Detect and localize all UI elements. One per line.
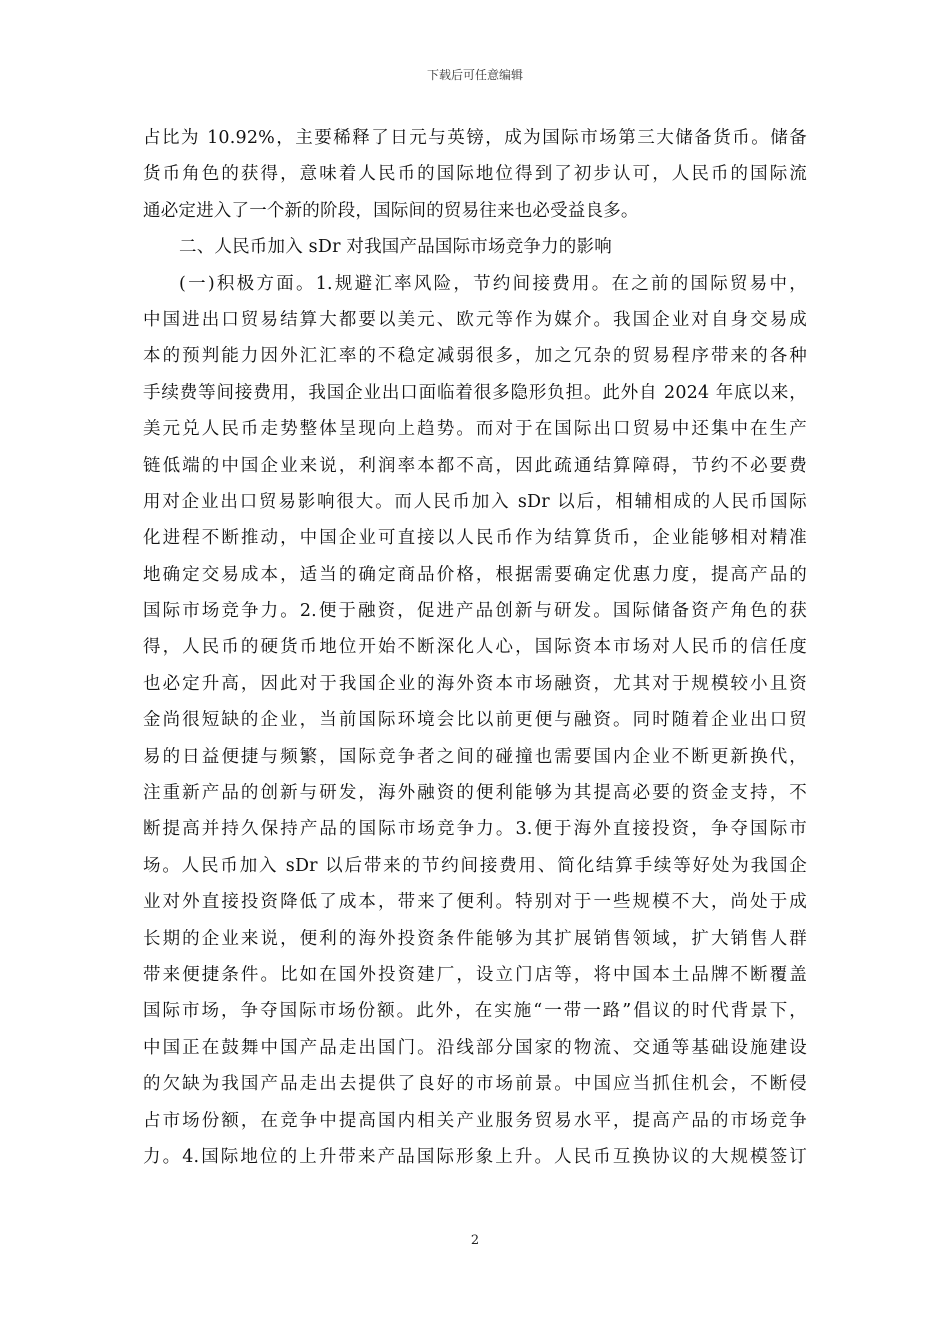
text-line: 货币角色的获得，意味着人民币的国际地位得到了初步认可，人民币的国际流 [143,164,807,185]
text-line: 本的预判能力因外汇汇率的不稳定减弱很多，加之冗杂的贸易程序带来的各种 [143,346,807,367]
text-line: 注重新产品的创新与研发，海外融资的便利能够为其提高必要的资金支持，不 [143,783,807,804]
text-line: 长期的企业来说，便利的海外投资条件能够为其扩展销售领域，扩大销售人群 [143,928,807,949]
text-line: 化进程不断推动，中国企业可直接以人民币作为结算货币，企业能够相对精准 [143,528,807,549]
text-line: 带来便捷条件。比如在国外投资建厂，设立门店等，将中国本土品牌不断覆盖 [143,964,807,985]
text-line: 力。4.国际地位的上升带来产品国际形象上升。人民币互换协议的大规模签订 [143,1146,807,1167]
text-line: 业对外直接投资降低了成本，带来了便利。特别对于一些规模不大，尚处于成 [143,892,807,913]
page-header: 下载后可任意编辑 [426,68,523,82]
text-line: 占市场份额，在竞争中提高国内相关产业服务贸易水平，提高产品的市场竞争 [143,1110,807,1131]
text-line: 占比为 10.92%，主要稀释了日元与英镑，成为国际市场第三大储备货币。储备 [143,128,807,148]
text-line: 金尚很短缺的企业，当前国际环境会比以前更便与融资。同时随着企业出口贸 [143,710,807,731]
section-heading: 二、人民币加入 sDr 对我国产品国际市场竞争力的影响 [179,237,612,258]
text-line: 得，人民币的硬货币地位开始不断深化人心，国际资本市场对人民币的信任度 [143,637,807,658]
document-body [143,120,807,1175]
text-line: 国际市场竞争力。2.便于融资，促进产品创新与研发。国际储备资产角色的获 [143,601,807,622]
text-line: 用对企业出口贸易影响很大。而人民币加入 sDr 以后，相辅相成的人民币国际 [143,491,807,512]
text-line: (一)积极方面。1.规避汇率风险，节约间接费用。在之前的国际贸易中， [179,273,807,294]
text-line: 场。人民币加入 sDr 以后带来的节约间接费用、简化结算手续等好处为我国企 [143,855,807,876]
text-line: 易的日益便捷与频繁，国际竞争者之间的碰撞也需要国内企业不断更新换代， [143,746,807,767]
text-line: 手续费等间接费用，我国企业出口面临着很多隐形负担。此外自 2024 年底以来， [143,382,807,403]
text-line: 国际市场，争夺国际市场份额。此外，在实施“一带一路”倡议的时代背景下， [143,1001,807,1022]
text-line: 通必定进入了一个新的阶段，国际间的贸易往来也必受益良多。 [143,200,639,221]
text-line: 链低端的中国企业来说，利润率本都不高，因此疏通结算障碍，节约不必要费 [143,455,807,476]
text-line: 美元兑人民币走势整体呈现向上趋势。而对于在国际出口贸易中还集中在生产 [143,419,807,440]
text-line: 中国进出口贸易结算大都要以美元、欧元等作为媒介。我国企业对自身交易成 [143,309,807,330]
text-line: 也必定升高，因此对于我国企业的海外资本市场融资，尤其对于规模较小且资 [143,673,807,694]
text-line: 的欠缺为我国产品走出去提供了良好的市场前景。中国应当抓住机会，不断侵 [143,1074,807,1095]
text-line: 地确定交易成本，适当的确定商品价格，根据需要确定优惠力度，提高产品的 [143,564,807,585]
page-number: 2 [470,1233,480,1248]
text-line: 中国正在鼓舞中国产品走出国门。沿线部分国家的物流、交通等基础设施建设 [143,1037,807,1058]
text-line: 断提高并持久保持产品的国际市场竞争力。3.便于海外直接投资，争夺国际市 [143,819,807,840]
